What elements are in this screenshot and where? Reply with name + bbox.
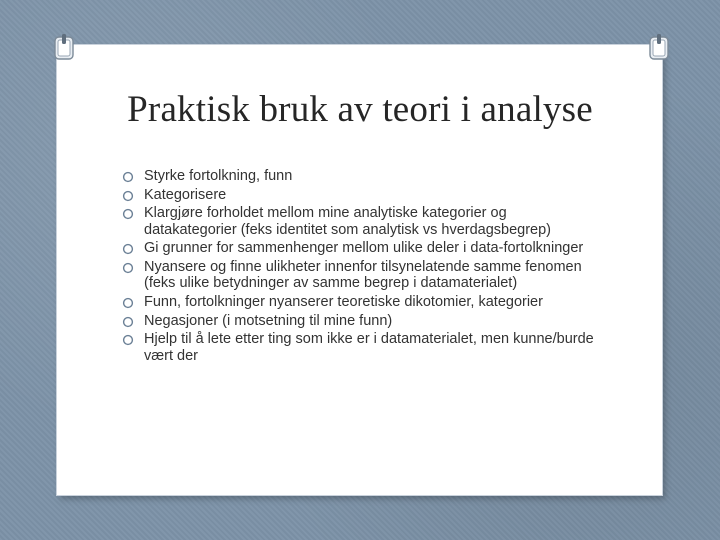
- bullet-text: Kategorisere: [144, 186, 227, 203]
- bullet-list: [122, 168, 602, 366]
- circle-outline-icon: [122, 297, 134, 309]
- bullet-item: [122, 205, 602, 237]
- bullet-text: Hjelp til å lete etter ting som ikke er i datamaterialet, men kunne/burde vært der: [144, 331, 594, 364]
- bullet-item: [122, 240, 602, 256]
- bullet-item: [122, 331, 602, 363]
- slide-title: Praktisk bruk av teori i analyse: [127, 89, 593, 130]
- bullet-text: Styrke fortolkning, funn: [144, 168, 293, 184]
- binder-clip-left-icon: [53, 33, 75, 63]
- bullet-text: Nyansere og finne ulikheter innenfor tilsynelatende samme fenomen (feks ulike betydninger av samme begrep i datamaterialet): [144, 259, 582, 292]
- bullet-text: Funn, fortolkninger nyanserer teoretiske dikotomier, kategorier: [144, 293, 543, 310]
- bullet-item: [122, 294, 602, 310]
- circle-outline-icon: [122, 190, 134, 202]
- bullet-item: [122, 187, 602, 203]
- bullet-item: [122, 259, 602, 291]
- circle-outline-icon: [122, 316, 134, 328]
- circle-outline-icon: [122, 262, 134, 274]
- bullet-text: Klargjøre forholdet mellom mine analytiske kategorier og datakategorier (feks identitet som analytisk vs hverdagsbegrep): [144, 205, 552, 238]
- bullet-text: Negasjoner (i motsetning til mine funn): [144, 312, 393, 329]
- bullet-item: [122, 313, 602, 329]
- circle-outline-icon: [122, 243, 134, 255]
- binder-clip-right-icon: [648, 33, 670, 63]
- circle-outline-icon: [122, 171, 134, 183]
- bullet-item: [122, 168, 602, 184]
- bullet-text: Gi grunner for sammenhenger mellom ulike deler i data-fortolkninger: [144, 240, 584, 257]
- circle-outline-icon: [122, 334, 134, 346]
- circle-outline-icon: [122, 208, 134, 220]
